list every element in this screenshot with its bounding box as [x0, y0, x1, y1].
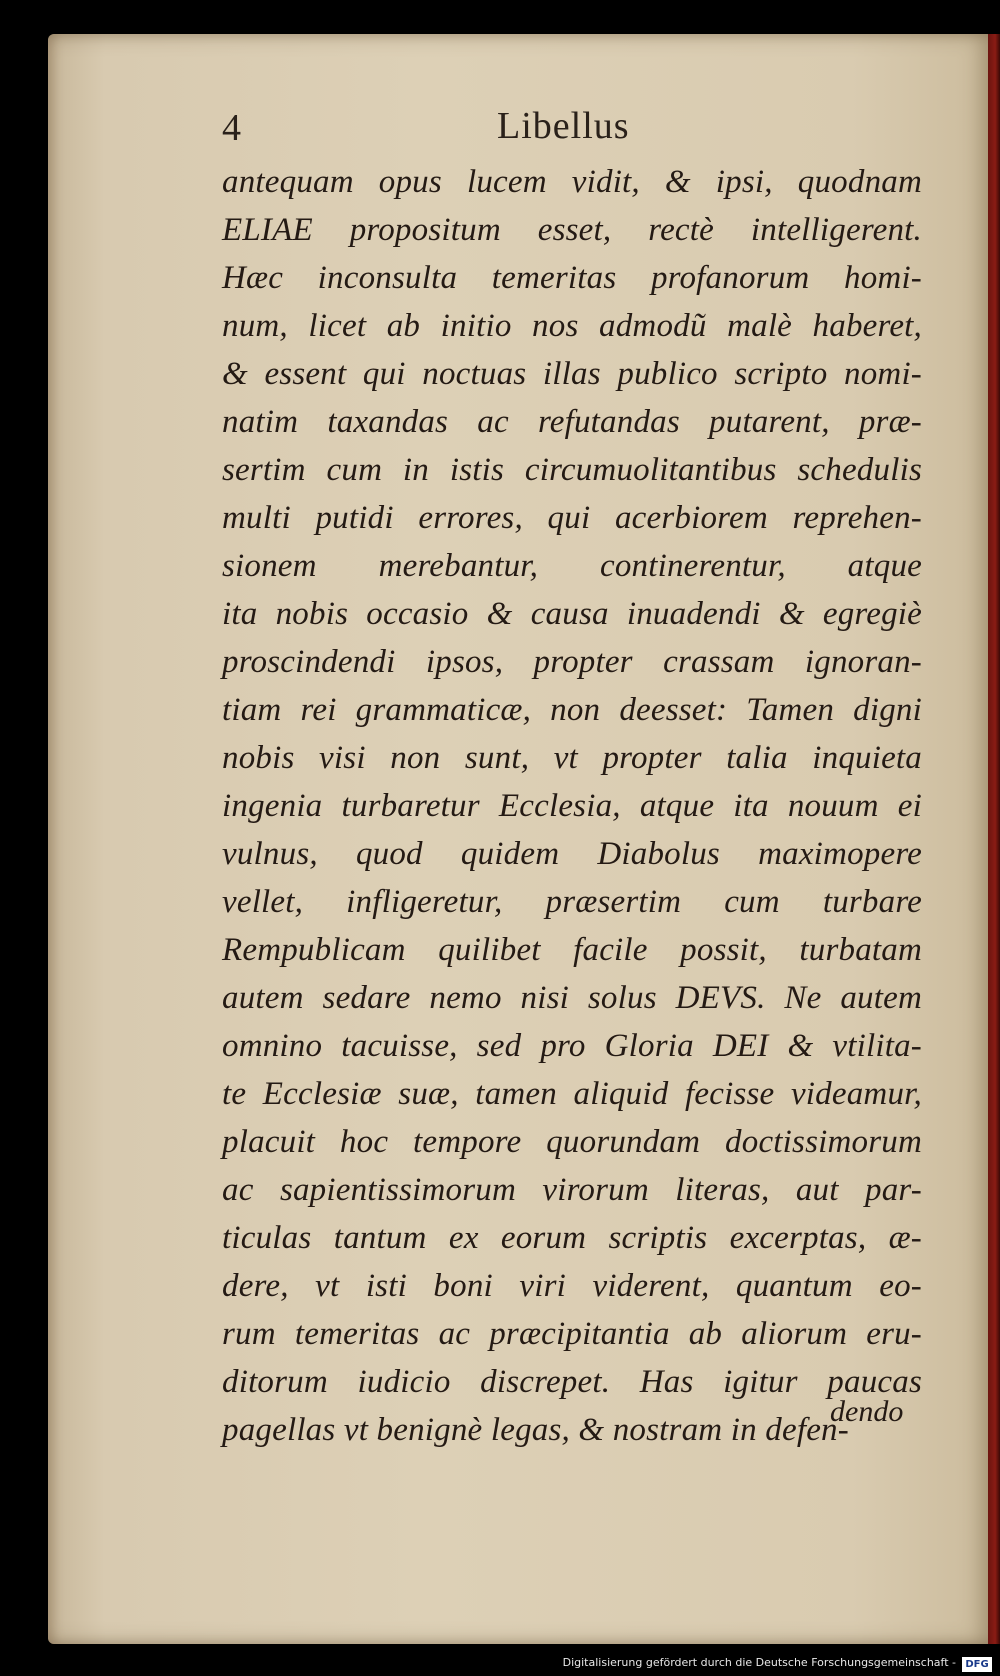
text-line: te Ecclesiæ suæ, tamen aliquid fecisse videamur, [222, 1076, 922, 1112]
text-line: placuit hoc tempore quorundam doctissimorum [222, 1124, 922, 1160]
text-line: nobis visi non sunt, vt propter talia inquieta [222, 740, 922, 776]
text-line: omnino tacuisse, sed pro Gloria DEI & vtilita- [222, 1028, 922, 1064]
text-line: sertim cum in istis circumuolitantibus schedulis [222, 452, 922, 488]
footer-credit: Digitalisierung gefördert durch die Deutsche Forschungsgemeinschaft - [562, 1656, 956, 1669]
text-line: pagellas vt benignè legas, & nostram in defen- [222, 1412, 849, 1448]
text-line: vellet, infligeretur, præsertim cum turbare [222, 884, 922, 920]
text-line: autem sedare nemo nisi solus DEVS. Ne autem [222, 980, 922, 1016]
text-line: Hæc inconsulta temeritas profanorum homi- [222, 260, 922, 296]
text-line: proscindendi ipsos, propter crassam ignoran- [222, 644, 922, 680]
text-line: multi putidi errores, qui acerbiorem reprehen- [222, 500, 922, 536]
catchword: dendo [830, 1395, 904, 1428]
text-line: dere, vt isti boni viri viderent, quantum eo- [222, 1268, 922, 1304]
text-line: sionem merebantur, continerentur, atque [222, 548, 922, 584]
text-line: ac sapientissimorum virorum literas, aut par- [222, 1172, 922, 1208]
text-line: ita nobis occasio & causa inuadendi & egregiè [222, 596, 922, 632]
text-line: & essent qui noctuas illas publico scripto nomi- [222, 356, 922, 392]
text-line: rum temeritas ac præcipitantia ab aliorum eru- [222, 1316, 922, 1352]
page-edge [988, 34, 1000, 1644]
page-number: 4 [222, 107, 241, 149]
body-text [222, 158, 922, 1458]
text-line: num, licet ab initio nos admodũ malè haberet, [222, 308, 922, 344]
text-line: natim taxandas ac refutandas putarent, præ- [222, 404, 922, 440]
text-line: ingenia turbaretur Ecclesia, atque ita nouum ei [222, 788, 922, 824]
text-line: ELIAE propositum esset, rectè intelligerent. [222, 212, 922, 248]
text-line: Rempublicam quilibet facile possit, turbatam [222, 932, 922, 968]
text-line: tiam rei grammaticæ, non deesset: Tamen digni [222, 692, 922, 728]
running-title: Libellus [497, 105, 630, 147]
text-line: antequam opus lucem vidit, & ipsi, quodnam [222, 164, 922, 200]
running-head [222, 100, 642, 156]
text-line: ditorum iudicio discrepet. Has igitur paucas [222, 1364, 922, 1400]
dfg-logo: DFG [962, 1657, 992, 1672]
footer-bar [0, 1654, 1000, 1676]
text-line: vulnus, quod quidem Diabolus maximopere [222, 836, 922, 872]
text-line: ticulas tantum ex eorum scriptis excerptas, æ- [222, 1220, 922, 1256]
